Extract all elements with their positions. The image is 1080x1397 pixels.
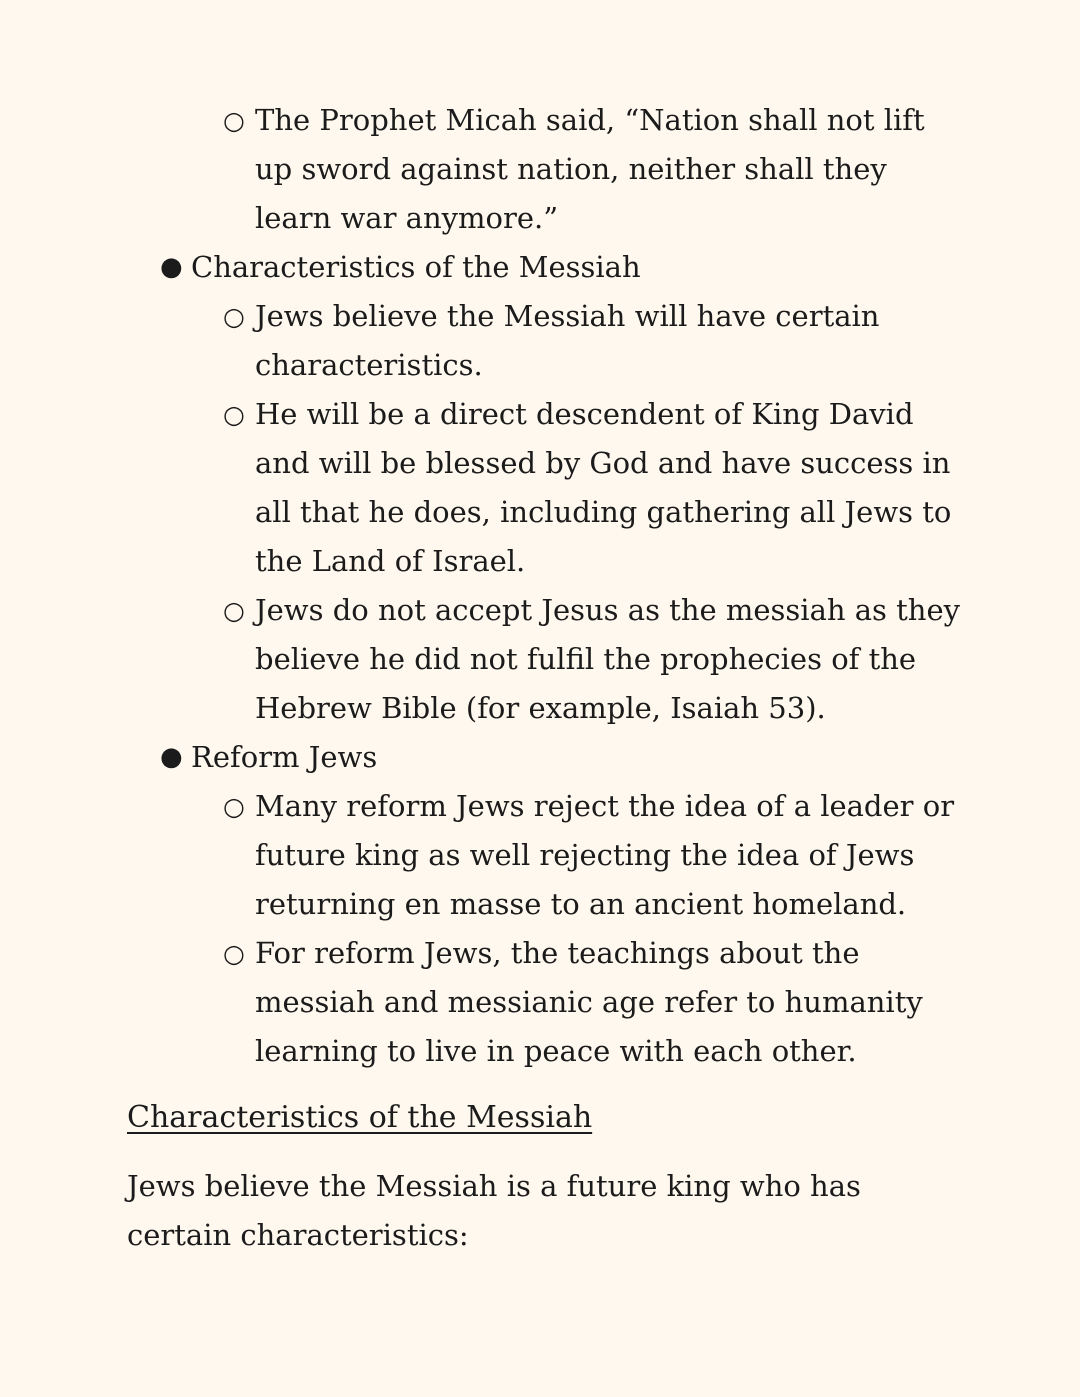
reform-jews-sublist <box>0 782 1080 1076</box>
sub-bullet-item <box>0 929 1080 1076</box>
sub-bullet-text: Many reform Jews reject the idea of a leader or future king as well rejecting the idea of Jews returning en masse to an ancient homeland. <box>255 789 955 921</box>
bullet-item-characteristics <box>0 243 1080 733</box>
intro-sublist <box>0 96 1080 243</box>
sub-bullet-text: For reform Jews, the teachings about the messiah and messianic age refer to humanity learning to live in peace with each other. <box>255 936 923 1068</box>
characteristics-sublist <box>0 292 1080 733</box>
section-heading: Characteristics of the Messiah <box>127 1100 593 1135</box>
hollow-bullet-icon: ○ <box>223 792 245 821</box>
body-paragraph: Jews believe the Messiah is a future king who has certain characteristics: <box>127 1169 861 1252</box>
bullet-title: Reform Jews <box>191 740 378 774</box>
main-bullet-list <box>0 243 1080 1076</box>
filled-bullet-icon: ● <box>160 742 183 772</box>
sub-bullet-item <box>0 390 1080 586</box>
sub-bullet-text: Jews believe the Messiah will have certain characteristics. <box>255 299 880 382</box>
bullet-title: Characteristics of the Messiah <box>191 250 641 284</box>
sub-bullet-item <box>0 782 1080 929</box>
sub-bullet-text: He will be a direct descendent of King David and will be blessed by God and have success in all that he does, including gathering all Jews to the Land of Israel. <box>255 397 952 578</box>
bullet-item-reform-jews <box>0 733 1080 1076</box>
hollow-bullet-icon: ○ <box>223 939 245 968</box>
sub-bullet-item <box>0 96 1080 243</box>
hollow-bullet-icon: ○ <box>223 302 245 331</box>
sub-bullet-text: The Prophet Micah said, “Nation shall not lift up sword against nation, neither shall they learn war anymore.” <box>255 103 925 235</box>
sub-bullet-item <box>0 586 1080 733</box>
hollow-bullet-icon: ○ <box>223 106 245 135</box>
bullet-content <box>0 96 1080 1076</box>
hollow-bullet-icon: ○ <box>223 400 245 429</box>
hollow-bullet-icon: ○ <box>223 596 245 625</box>
filled-bullet-icon: ● <box>160 252 183 282</box>
sub-bullet-text: Jews do not accept Jesus as the messiah as they believe he did not fulfil the prophecies of the Hebrew Bible (for example, Isaiah 53). <box>255 593 961 725</box>
sub-bullet-item <box>0 292 1080 390</box>
